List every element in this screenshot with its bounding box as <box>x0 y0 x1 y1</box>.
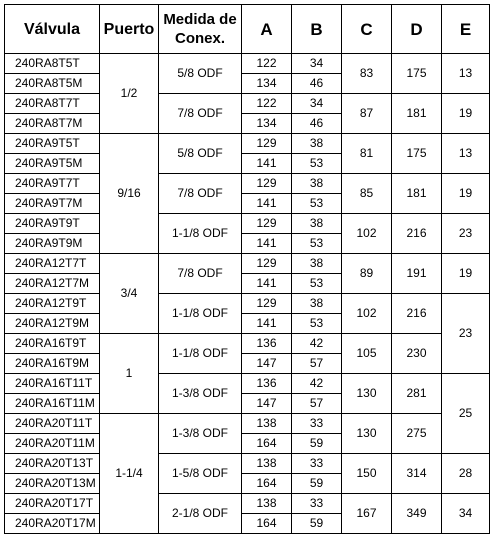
valve-cell: 240RA8T7M <box>5 114 100 134</box>
a-cell: 138 <box>242 494 292 514</box>
medida-cell: 1-3/8 ODF <box>159 414 242 454</box>
valve-cell: 240RA9T5T <box>5 134 100 154</box>
table-row <box>5 174 490 194</box>
c-cell: 87 <box>342 94 392 134</box>
valve-cell: 240RA20T13M <box>5 474 100 494</box>
medida-cell: 7/8 ODF <box>159 94 242 134</box>
b-cell: 53 <box>292 234 342 254</box>
c-cell: 85 <box>342 174 392 214</box>
header-medida <box>159 5 242 54</box>
c-cell: 167 <box>342 494 392 534</box>
valve-cell: 240RA8T5M <box>5 74 100 94</box>
e-cell: 23 <box>442 214 490 254</box>
table-row <box>5 214 490 234</box>
a-cell: 136 <box>242 334 292 354</box>
table-row <box>5 294 490 314</box>
valve-cell: 240RA16T9T <box>5 334 100 354</box>
a-cell: 129 <box>242 174 292 194</box>
table-row <box>5 134 490 154</box>
valve-cell: 240RA8T5T <box>5 54 100 74</box>
a-cell: 164 <box>242 474 292 494</box>
e-cell: 19 <box>442 94 490 134</box>
a-cell: 129 <box>242 134 292 154</box>
b-cell: 34 <box>292 94 342 114</box>
puerto-cell: 9/16 <box>100 134 159 254</box>
a-cell: 134 <box>242 114 292 134</box>
a-cell: 141 <box>242 234 292 254</box>
puerto-cell: 1 <box>100 334 159 414</box>
e-cell: 19 <box>442 254 490 294</box>
table-row <box>5 54 490 74</box>
e-cell: 13 <box>442 54 490 94</box>
b-cell: 42 <box>292 374 342 394</box>
b-cell: 57 <box>292 394 342 414</box>
b-cell: 59 <box>292 434 342 454</box>
a-cell: 141 <box>242 194 292 214</box>
valve-cell: 240RA9T7M <box>5 194 100 214</box>
b-cell: 38 <box>292 254 342 274</box>
b-cell: 38 <box>292 174 342 194</box>
b-cell: 53 <box>292 194 342 214</box>
valve-cell: 240RA20T11T <box>5 414 100 434</box>
medida-cell: 7/8 ODF <box>159 254 242 294</box>
c-cell: 102 <box>342 294 392 334</box>
header-valvula: Válvula <box>5 5 100 54</box>
valve-cell: 240RA20T11M <box>5 434 100 454</box>
header-c: C <box>342 5 392 54</box>
b-cell: 53 <box>292 314 342 334</box>
medida-cell: 5/8 ODF <box>159 54 242 94</box>
b-cell: 33 <box>292 414 342 434</box>
a-cell: 141 <box>242 314 292 334</box>
c-cell: 102 <box>342 214 392 254</box>
a-cell: 122 <box>242 94 292 114</box>
a-cell: 141 <box>242 274 292 294</box>
a-cell: 122 <box>242 54 292 74</box>
medida-cell: 2-1/8 ODF <box>159 494 242 534</box>
valve-cell: 240RA9T5M <box>5 154 100 174</box>
valve-cell: 240RA9T9M <box>5 234 100 254</box>
valve-spec-table <box>4 4 490 534</box>
e-cell: 28 <box>442 454 490 494</box>
valve-cell: 240RA9T9T <box>5 214 100 234</box>
c-cell: 105 <box>342 334 392 374</box>
valve-cell: 240RA12T7T <box>5 254 100 274</box>
b-cell: 53 <box>292 154 342 174</box>
valve-cell: 240RA16T11M <box>5 394 100 414</box>
a-cell: 147 <box>242 394 292 414</box>
a-cell: 138 <box>242 454 292 474</box>
medida-cell: 1-3/8 ODF <box>159 374 242 414</box>
medida-cell: 5/8 ODF <box>159 134 242 174</box>
d-cell: 175 <box>392 54 442 94</box>
header-row <box>5 5 490 54</box>
d-cell: 175 <box>392 134 442 174</box>
c-cell: 83 <box>342 54 392 94</box>
b-cell: 38 <box>292 134 342 154</box>
table-row <box>5 94 490 114</box>
a-cell: 147 <box>242 354 292 374</box>
c-cell: 130 <box>342 374 392 414</box>
puerto-cell: 1/2 <box>100 54 159 134</box>
b-cell: 38 <box>292 214 342 234</box>
medida-cell: 7/8 ODF <box>159 174 242 214</box>
puerto-cell: 3/4 <box>100 254 159 334</box>
b-cell: 38 <box>292 294 342 314</box>
valve-cell: 240RA12T7M <box>5 274 100 294</box>
b-cell: 57 <box>292 354 342 374</box>
valve-cell: 240RA20T17T <box>5 494 100 514</box>
c-cell: 89 <box>342 254 392 294</box>
medida-cell: 1-1/8 ODF <box>159 214 242 254</box>
a-cell: 141 <box>242 154 292 174</box>
table-row <box>5 374 490 394</box>
d-cell: 314 <box>392 454 442 494</box>
a-cell: 164 <box>242 434 292 454</box>
header-d: D <box>392 5 442 54</box>
header-puerto: Puerto <box>100 5 159 54</box>
b-cell: 59 <box>292 474 342 494</box>
e-cell: 13 <box>442 134 490 174</box>
header-a: A <box>242 5 292 54</box>
table-row <box>5 454 490 474</box>
b-cell: 33 <box>292 494 342 514</box>
a-cell: 129 <box>242 254 292 274</box>
table-row <box>5 254 490 274</box>
e-cell: 25 <box>442 374 490 454</box>
a-cell: 134 <box>242 74 292 94</box>
d-cell: 281 <box>392 374 442 414</box>
d-cell: 191 <box>392 254 442 294</box>
header-medida-line1: Medida de <box>163 11 237 28</box>
valve-cell: 240RA20T17M <box>5 514 100 534</box>
medida-cell: 1-1/8 ODF <box>159 334 242 374</box>
table-row <box>5 494 490 514</box>
c-cell: 81 <box>342 134 392 174</box>
medida-cell: 1-5/8 ODF <box>159 454 242 494</box>
valve-cell: 240RA9T7T <box>5 174 100 194</box>
b-cell: 59 <box>292 514 342 534</box>
b-cell: 53 <box>292 274 342 294</box>
valve-cell: 240RA12T9T <box>5 294 100 314</box>
a-cell: 136 <box>242 374 292 394</box>
table-row <box>5 414 490 434</box>
header-e: E <box>442 5 490 54</box>
c-cell: 150 <box>342 454 392 494</box>
d-cell: 181 <box>392 174 442 214</box>
valve-cell: 240RA16T9M <box>5 354 100 374</box>
e-cell: 34 <box>442 494 490 534</box>
valve-cell: 240RA12T9M <box>5 314 100 334</box>
b-cell: 33 <box>292 454 342 474</box>
c-cell: 130 <box>342 414 392 454</box>
a-cell: 138 <box>242 414 292 434</box>
medida-cell: 1-1/8 ODF <box>159 294 242 334</box>
header-b: B <box>292 5 342 54</box>
e-cell: 19 <box>442 174 490 214</box>
a-cell: 129 <box>242 214 292 234</box>
d-cell: 275 <box>392 414 442 454</box>
b-cell: 34 <box>292 54 342 74</box>
d-cell: 216 <box>392 214 442 254</box>
d-cell: 181 <box>392 94 442 134</box>
a-cell: 129 <box>242 294 292 314</box>
b-cell: 42 <box>292 334 342 354</box>
header-medida-line2: Conex. <box>174 30 225 47</box>
valve-cell: 240RA16T11T <box>5 374 100 394</box>
d-cell: 216 <box>392 294 442 334</box>
valve-cell: 240RA8T7T <box>5 94 100 114</box>
valve-cell: 240RA20T13T <box>5 454 100 474</box>
b-cell: 46 <box>292 74 342 94</box>
d-cell: 349 <box>392 494 442 534</box>
table-row <box>5 334 490 354</box>
b-cell: 46 <box>292 114 342 134</box>
d-cell: 230 <box>392 334 442 374</box>
puerto-cell: 1-1/4 <box>100 414 159 534</box>
a-cell: 164 <box>242 514 292 534</box>
e-cell: 23 <box>442 294 490 374</box>
